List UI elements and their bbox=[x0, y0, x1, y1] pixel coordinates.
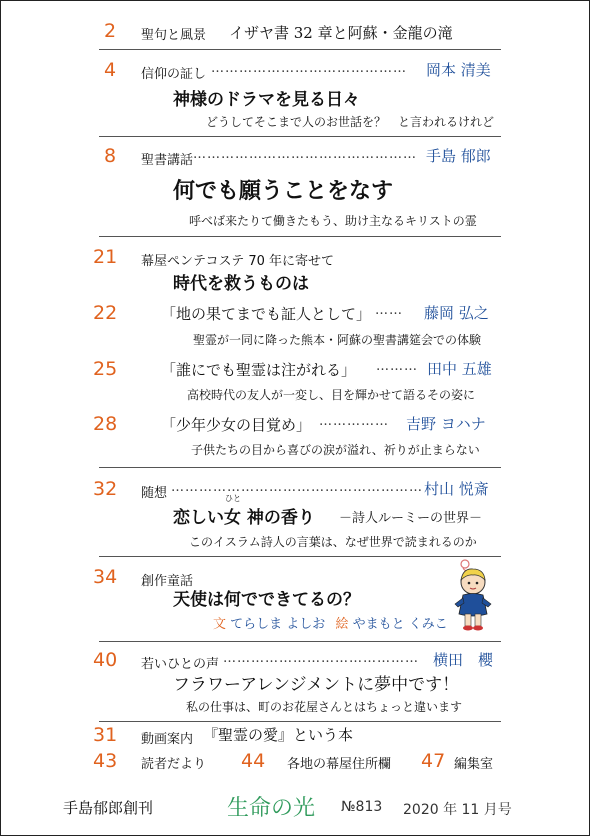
leader-dots: ………………………………………… bbox=[193, 147, 417, 162]
entry-subtitle: 高校時代の友人が一変し、目を輝かせて語るその姿に bbox=[187, 388, 476, 402]
divider bbox=[99, 49, 501, 50]
section-label: 信仰の証し bbox=[141, 67, 207, 82]
magazine-title: 生命の光 bbox=[227, 796, 316, 821]
entry-title: 時代を救うものは bbox=[173, 274, 309, 294]
author-name: 岡本 清美 bbox=[426, 61, 491, 79]
entry-title: 「誰にでも聖霊は注がれる」 bbox=[161, 361, 357, 379]
divider bbox=[99, 236, 501, 237]
issue-date: 2020 年 11 月号 bbox=[403, 802, 512, 818]
page-number: 21 bbox=[93, 246, 118, 268]
entry-subtitle: このイスラム詩人の言葉は、なぜ世界で読まれるのか bbox=[189, 535, 477, 549]
page-number: 47 bbox=[421, 750, 446, 772]
entry-subtitle: 子供たちの目から喜びの涙が溢れ、祈りが止まらない bbox=[191, 443, 480, 457]
entry-title: 「地の果てまでも証人として」 bbox=[161, 305, 372, 323]
title-part: 恋しい bbox=[173, 508, 224, 528]
page-number: 4 bbox=[104, 59, 117, 81]
divider bbox=[99, 641, 501, 642]
page-number: 22 bbox=[93, 302, 118, 324]
page-number: 44 bbox=[241, 750, 266, 772]
author-name: 手島 郁郎 bbox=[426, 147, 491, 165]
entry-subtitle: 私の仕事は、町のお花屋さんとはちょっと違います bbox=[186, 700, 463, 714]
title-part: 神の香り bbox=[241, 508, 315, 528]
title-ruby-word bbox=[224, 494, 241, 528]
author-name: 藤岡 弘之 bbox=[424, 304, 489, 322]
page-number: 25 bbox=[93, 358, 118, 380]
entry-subtitle: 聖霊が一同に降った熊本・阿蘇の聖書講筵会での体験 bbox=[193, 333, 482, 347]
entry-title: イザヤ書 32 章と阿蘇・金龍の滝 bbox=[229, 24, 453, 42]
credit-writer: てらしま よしお bbox=[230, 617, 326, 632]
author-name: 横田 櫻 bbox=[433, 651, 494, 669]
divider bbox=[99, 136, 501, 137]
credit-label-text: 文 bbox=[213, 617, 227, 632]
entry-title: 「少年少女の目覚め」 bbox=[161, 416, 312, 434]
footer-item-label: 各地の幕屋住所欄 bbox=[287, 757, 392, 772]
section-label: 幕屋ペンテコステ 70 年に寄せて bbox=[141, 254, 335, 269]
child-illustration bbox=[449, 558, 497, 632]
ruby-text: ひと bbox=[225, 494, 241, 503]
section-label: 創作童話 bbox=[141, 574, 194, 589]
page-number: 32 bbox=[93, 478, 118, 500]
author-name: 村山 悦斎 bbox=[424, 480, 489, 498]
founder-credit: 手島郁郎創刊 bbox=[63, 799, 154, 817]
leader-dots: ……………………………………………… bbox=[171, 480, 423, 495]
page-number: 31 bbox=[93, 724, 118, 746]
entry-title: 天使は何でできてるの？ bbox=[173, 590, 360, 610]
credit-label-illustration: 絵 bbox=[335, 617, 349, 632]
page-number: 8 bbox=[104, 145, 117, 167]
leader-dots: ……… bbox=[376, 359, 418, 374]
leader-dots: …… bbox=[375, 303, 403, 318]
entry-title-note: －詩人ルーミーの世界－ bbox=[339, 511, 483, 526]
author-name: 田中 五雄 bbox=[427, 360, 492, 378]
divider bbox=[99, 556, 501, 557]
entry-credits bbox=[213, 613, 448, 632]
divider bbox=[99, 721, 501, 722]
section-label: 若いひとの声 bbox=[141, 657, 220, 672]
section-label: 動画案内 bbox=[141, 732, 194, 747]
entry-title: 何でも願うことをなす bbox=[173, 178, 394, 204]
credit-illustrator: やまもと くみこ bbox=[352, 617, 448, 632]
entry-title bbox=[173, 494, 315, 528]
author-name: 吉野 ヨハナ bbox=[406, 415, 486, 433]
leader-dots: …………… bbox=[319, 414, 389, 429]
entry-subtitle: 呼べば来たりて働きたもう、助け主なるキリストの霊 bbox=[189, 214, 477, 228]
divider bbox=[99, 467, 501, 468]
page-number: 43 bbox=[93, 750, 118, 772]
title-part: 女 bbox=[224, 508, 241, 528]
leader-dots: …………………………………… bbox=[211, 61, 407, 76]
section-label: 聖句と風景 bbox=[141, 28, 207, 43]
entry-title: フラワーアレンジメントに夢中です！ bbox=[173, 675, 460, 695]
page-number: 28 bbox=[93, 413, 118, 435]
section-label: 随想 bbox=[141, 486, 168, 501]
page-number: 40 bbox=[93, 649, 118, 671]
footer-item-label: 編集室 bbox=[454, 757, 494, 772]
leader-dots: …………………………………… bbox=[223, 651, 419, 666]
section-label: 聖書講話 bbox=[141, 153, 194, 168]
entry-title: 神様のドラマを見る日々 bbox=[173, 90, 360, 110]
page-number: 34 bbox=[93, 566, 118, 588]
page-number: 2 bbox=[104, 20, 117, 42]
issue-number: №813 bbox=[341, 799, 383, 815]
footer-item-label: 読者だより bbox=[141, 757, 207, 772]
entry-title: 『聖霊の愛』という本 bbox=[203, 726, 354, 744]
entry-subtitle: どうしてそこまで人のお世話を？ と言われるけれど bbox=[206, 115, 495, 129]
